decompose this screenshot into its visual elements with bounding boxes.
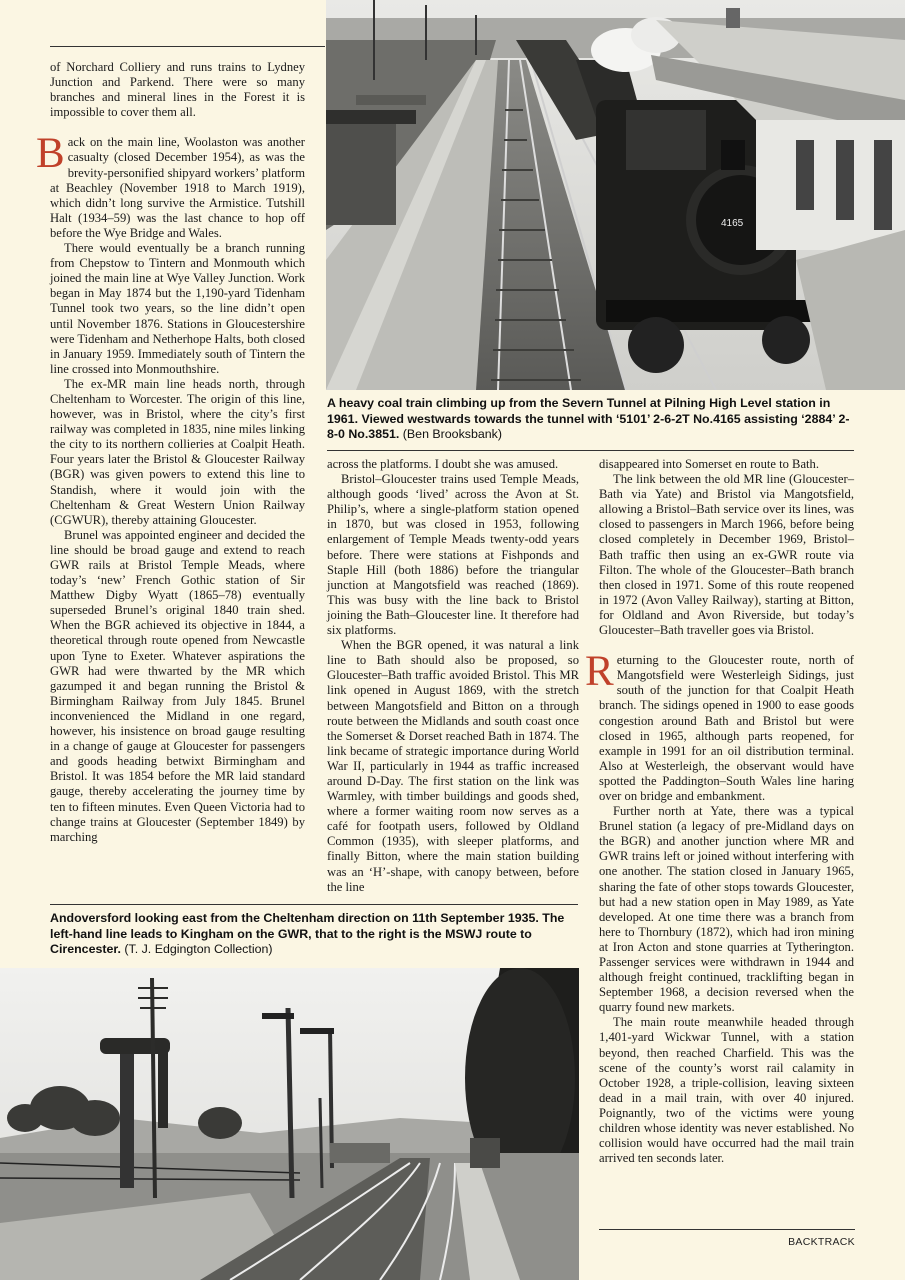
caption-top-rule: [327, 450, 854, 451]
col3-paragraph-2: The link between the old MR line (Gloucester–Bath via Yate) and Bristol via Mangotsfield, allowing a Bristol–Bath service over its lines, was closed to passengers in March 1966, before being closed completely in December 1969, Bristol–Bath traffic then using an ex-GWR route via Filton. The whole of the Gloucester–Bath branch then closed in 1971. Some of this route reopened in 1972 (Avon Valley Railway), starting at Bitton, for Oldland and Avon Riverside, but today’s Gloucester–Bath traveller goes via Bristol.: [599, 472, 854, 638]
footer-rule: [599, 1229, 855, 1230]
col1-paragraph-2: [36, 130, 305, 241]
caption-andoversford: [50, 911, 578, 958]
pilning-photo-illustration: [326, 0, 905, 390]
col1-paragraph-1: of Norchard Colliery and runs trains to Lydney Junction and Parkend. There were so many branches and mineral lines in the Forest it is impossible to cover them all.: [50, 60, 305, 120]
col2-paragraph-3: When the BGR opened, it was natural a link line to Bath should also be proposed, so Gloucester–Bath traffic avoided Bristol. This MR link opened in August 1869, with the stretch between Mangotsfield and Bitton on a through route between the Midlands and south coast once the Somerset & Dorset reached Bath in 1874. The link became of strategic importance during World War II, particularly in 1944 as traffic increased around D-Day. The first station on the link was Warmley, with timber buildings and goods shed, where a former waiting room now serves as a café for footpath users, followed by Oldland Common (1935), with sleeper platforms, and finally Bitton, where the main station building was an ‘H’-shape, with canopy between, before the line: [327, 638, 579, 894]
col3-paragraph-4: Further north at Yate, there was a typical Brunel station (a legacy of pre-Midland days on the BGR) and another junction where MR and GWR trains left or joined without interfering with one another. The station closed in January 1965, sharing the fate of other stops towards Gloucester, but had a new station open in May 1989, as Yate developed. At one time there was a branch from here to Thornbury (1872), which had iron mining at Iron Acton and stone quarries at Tytherington. Passenger services were withdrawn in 1944 and although freight continued, tracklifting began in September 1968, a decision reversed when the quarry found new markets.: [599, 804, 854, 1015]
caption-pilning-text: A heavy coal train climbing up from the Severn Tunnel at Pilning High Level station in 1961. Viewed westwards towards the tunnel with ‘5101’ 2-6-2T No.4165 assisting ‘2884’ 2-8-0 No.3851.: [327, 396, 850, 441]
photo-andoversford: [0, 968, 579, 1280]
column1-top-rule: [50, 46, 325, 47]
col1-paragraph-3: There would eventually be a branch running from Chepstow to Tintern and Monmouth which joined the main line at Wye Valley Junction. Work began in May 1874 but the 1,190-yard Tidenham Tunnel took two years, so the line didn’t open until November 1876. Stations in Gloucestershire were Tidenham and Netherhope Halts, both closed in January 1959. Immediately south of Tintern the line crossed into Monmouthshire.: [50, 241, 305, 376]
dropcap-r: R: [585, 648, 614, 696]
caption-pilning-credit: (Ben Brooksbank): [402, 427, 502, 441]
caption-pilning: [327, 396, 854, 443]
caption-andoversford-text: Andoversford looking east from the Cheltenham direction on 11th September 1935. The left-hand line leads to Kingham on the GWR, that to the right is the MSWJ route to Cirencester.: [50, 911, 565, 956]
photo-pilning-station: [326, 0, 905, 390]
col1-paragraph-5: Brunel was appointed engineer and decided the line should be broad gauge and extend to reach GWR rails at Bristol Temple Meads, where today’s ‘new’ French Gothic station of Sir Matthew Digby Wyatt (1865–78) eventually superseded Brunel’s original 1840 train shed. When the BGR achieved its objective in 1844, a theoretical through route opened from Newcastle upon Tyne to Exeter. Whatever aspirations the GWR had were thwarted by the MR which gazumped it and began running the Bristol & Birmingham Railway from July 1845. Brunel inconvenienced the Midland in one regard, however, his insistence on broad gauge resulting in a change of gauge at Gloucester for passengers and goods heading betwixt Birmingham and Bristol. It was 1854 before the MR laid standard gauge, thereby accelerating the journey time by ten to fifteen minutes. Even Queen Victoria had to change trains at Gloucester (September 1849) by marching: [50, 527, 305, 844]
article-column-2: [327, 457, 579, 895]
col3-paragraph-5: The main route meanwhile headed through 1,401-yard Wickwar Tunnel, with a station beyond, then reached Charfield. This was the scene of the county’s worst rail calamity in October 1928, a triple-collision, leaving sixteen dead in a mail train, with over 40 injured. Poignantly, two of the victims were young children whose identity was never established. No collision would have occurred had the mail train arrived ten seconds later.: [599, 1015, 854, 1166]
caption-andoversford-credit: (T. J. Edgington Collection): [124, 942, 273, 956]
col3-paragraph-1: disappeared into Somerset en route to Bath.: [599, 457, 819, 471]
col2-paragraph-2: Bristol–Gloucester trains used Temple Meads, although goods ‘lived’ across the Avon at St. Philip’s, where a single-platform station opened in 1870, but was closed in 1953, following enlargement of Temple Meads twenty-odd years before. There were stations at Fishponds and Staple Hill (both 1886) before the triangular junction at Mangotsfield was reached (1869). This was busy with the line back to Bristol joining the Bath–Gloucester line. It therefore had six platforms.: [327, 472, 579, 638]
article-column-1: [36, 60, 305, 845]
article-column-3: [585, 457, 854, 1166]
caption-bottom-rule: [50, 904, 578, 905]
col3-paragraph-3-text: eturning to the Gloucester route, north of Mangotsfield were Westerleigh Sidings, just south of the junction for that Coalpit Heath branch. The sidings opened in 1900 to ease goods congestion around Bath and Bristol but were closed in 1965, although parts reopened, for example in 1991 for an oil distribution terminal. Also at Westerleigh, the observant would have spotted the Paddington–South Wales line haring over on bridge and embankment.: [599, 653, 854, 803]
footer-magazine-name: BACKTRACK: [788, 1236, 855, 1248]
andoversford-photo-illustration: [0, 968, 579, 1280]
dropcap-b: B: [36, 130, 65, 178]
col1-paragraph-4: The ex-MR main line heads north, through Cheltenham to Worcester. The origin of this line, however, was in Bristol, where the city’s first railway was completed in 1835, nine miles linking the city to its northern collieries at Coalpit Heath. Four years later the Bristol & Gloucester Railway (BGR) was given powers to extend this line to Standish, where it would join with the Cheltenham & Great Western Union Railway (CGWUR), thereby attaining Gloucester.: [50, 376, 305, 527]
locomotive-number-plate: 4165: [721, 218, 744, 229]
col2-paragraph-1: across the platforms. I doubt she was amused.: [327, 457, 559, 471]
col3-paragraph-3: [585, 648, 854, 804]
col1-paragraph-2-text: ack on the main line, Woolaston was another casualty (closed December 1954), as was the brevity-personified shipyard workers’ platform at Beachley (November 1918 to March 1919), which didn’t long survive the Armistice. Tutshill Halt (1934–59) was the last chance to hop off before the Wye Bridge and Wales.: [50, 135, 305, 240]
